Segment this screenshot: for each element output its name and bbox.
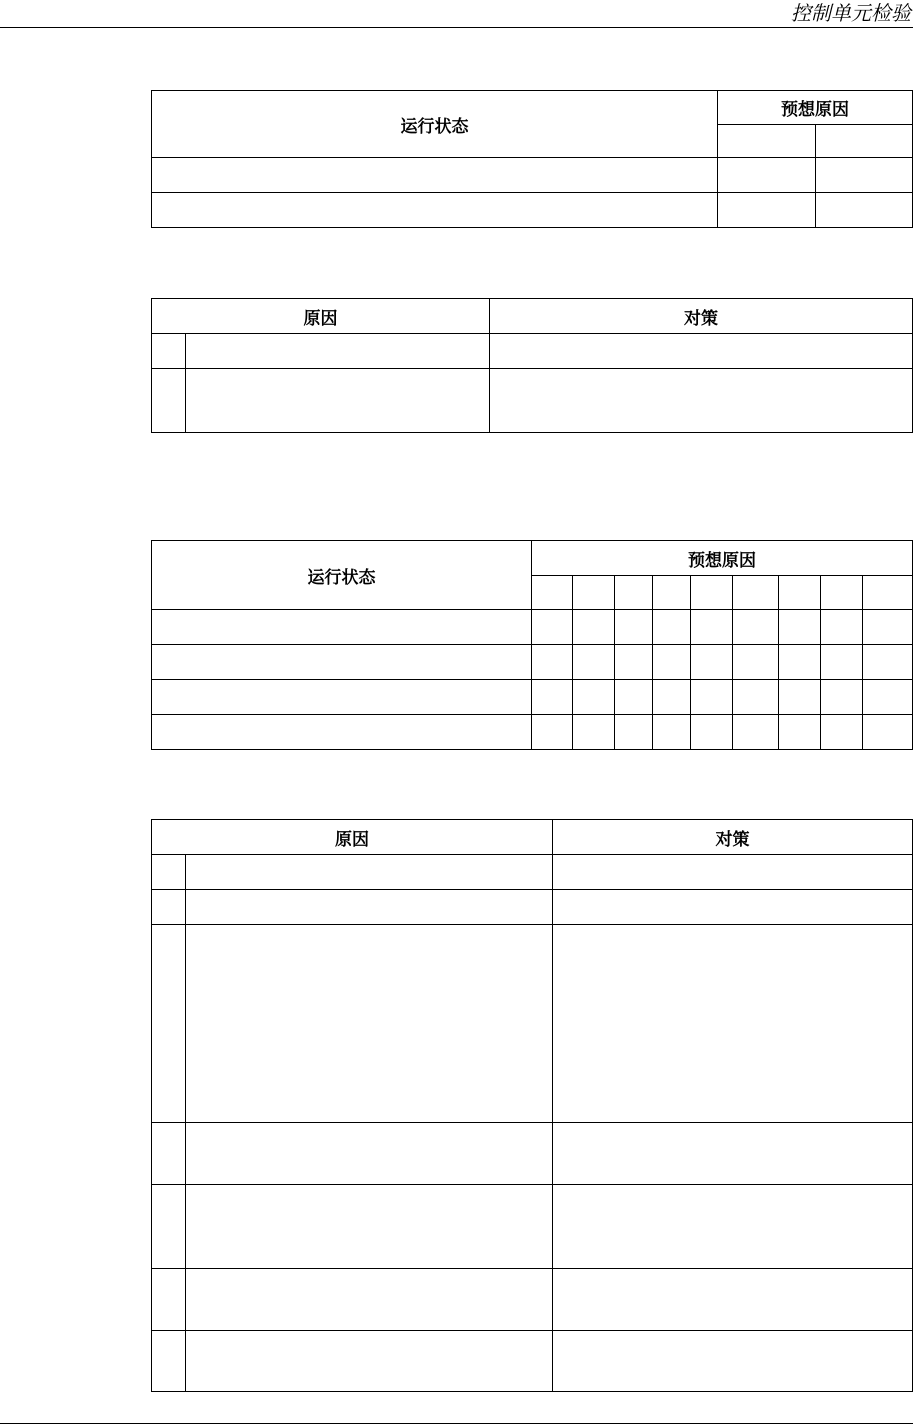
status-table-2: [151, 540, 913, 750]
table-cell: [152, 925, 186, 1123]
cause-subcell: [779, 576, 821, 610]
header-rule: [0, 27, 913, 28]
table-cell: [152, 369, 186, 433]
cause-subcell: [733, 576, 779, 610]
expected-cause-header: 预想原因: [718, 91, 913, 125]
table-cell: [553, 855, 913, 890]
table-cell: [152, 890, 186, 925]
cause-subcell: [691, 576, 733, 610]
table-cell: [152, 1123, 186, 1185]
cause-subcell: [821, 576, 863, 610]
table-cell: [152, 855, 186, 890]
table-cell: [186, 334, 490, 369]
footer-rule: [0, 1423, 913, 1424]
table-cell: [553, 890, 913, 925]
cause-measure-table-1: [151, 298, 913, 433]
table-cell: [553, 1123, 913, 1185]
table-cell: [186, 890, 553, 925]
status-table-1: [151, 90, 913, 228]
status-header: 运行状态: [152, 91, 718, 158]
table-cell: [553, 925, 913, 1123]
table-cell: [553, 1331, 913, 1392]
header-title: 控制单元检验: [791, 1, 911, 25]
table-cell: [718, 193, 816, 228]
table-cell: [152, 645, 532, 680]
cause-subcell: [615, 576, 653, 610]
status-header: 运行状态: [152, 541, 532, 610]
cause-measure-table-2: [151, 819, 913, 1392]
table-cell: [816, 158, 913, 193]
table-cell: [152, 1331, 186, 1392]
table-cell: [152, 610, 532, 645]
table-cell: [152, 1269, 186, 1331]
table-cell: [186, 369, 490, 433]
table-cell: [553, 1185, 913, 1269]
measure-header: 对策: [490, 299, 913, 334]
table-cell: [186, 1269, 553, 1331]
cause-subcell: [573, 576, 615, 610]
cause-subcell: [653, 576, 691, 610]
table-cell: [490, 334, 913, 369]
table-cell: [186, 1331, 553, 1392]
table-cell: [152, 334, 186, 369]
table-cell: [152, 680, 532, 715]
table-cell: [186, 1123, 553, 1185]
table-cell: [186, 855, 553, 890]
cause-subcell: [863, 576, 913, 610]
cause-subcell: [816, 125, 913, 158]
table-cell: [152, 193, 718, 228]
table-cell: [152, 715, 532, 750]
table-cell: [152, 158, 718, 193]
cause-header: 原因: [152, 820, 553, 855]
table-cell: [816, 193, 913, 228]
cause-subcell: [532, 576, 573, 610]
cause-header: 原因: [152, 299, 490, 334]
table-cell: [553, 1269, 913, 1331]
table-cell: [186, 1185, 553, 1269]
cause-subcell: [718, 125, 816, 158]
table-cell: [186, 925, 553, 1123]
measure-header: 对策: [553, 820, 913, 855]
table-cell: [490, 369, 913, 433]
table-cell: [152, 1185, 186, 1269]
table-cell: [718, 158, 816, 193]
expected-cause-header: 预想原因: [532, 541, 913, 576]
